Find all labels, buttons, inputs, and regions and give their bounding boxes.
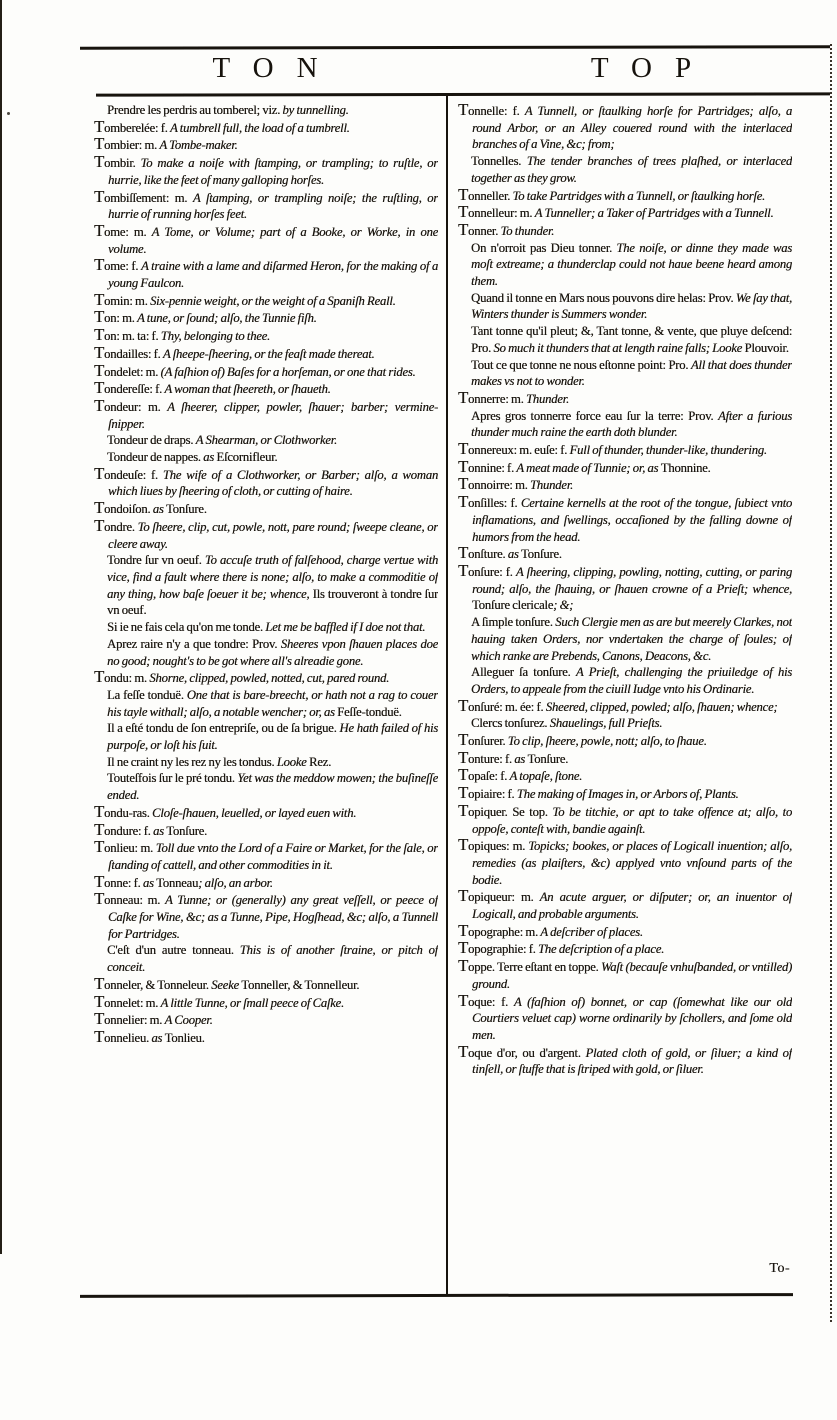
dictionary-subentry: On n'orroit pas Dieu tonner. The noiſe, or dinne they made was moſt extreame; a thunderclap could not haue beene heard among them. [471, 240, 792, 289]
dictionary-subentry: Apres gros tonnerre force eau ſur la terre: Prov. After a furious thunder much raine the earth doth blunder. [471, 408, 792, 440]
dictionary-subentry: La feſſe tonduë. One that is bare-breecht, or hath not a rag to couer his tayle withall; alſo, a notable wencher; or, as Feſſe-tonduë. [107, 687, 438, 719]
dictionary-subentry: Tant tonne qu'il pleut; &, Tant tonne, & vente, que pluye deſcend: Pro. So much it thunders that at length raine falls; Looke Plouvoir. [471, 324, 792, 355]
dictionary-entry: Tonnerre: m. Thunder. [458, 387, 569, 407]
bottom-rule [80, 1293, 793, 1298]
dictionary-entry: Topiqueur: m. An acute arguer, or diſputer; or, an inuentor of Logicall, and probable arguments. [458, 886, 792, 922]
dictionary-subentry: Touteſfois ſur le pré tondu. Yet was the meddow mowen; the buſineſſe ended. [107, 771, 438, 803]
dictionary-subentry: Alleguer ſa tonſure. A Prieſt, challenging the priuiledge of his Orders, to appeale from the ciuill Iudge vnto his Ordinarie. [471, 665, 792, 696]
dictionary-entry: Tomberelée: f. A tumbrell full, the load of a tumbrell. [94, 116, 350, 136]
dictionary-entry: Topographie: f. The deſcription of a place. [458, 938, 665, 958]
top-rule [80, 45, 830, 50]
dictionary-subentry: Tondre ſur vn oeuf. To accuſe truth of falſehood, charge vertue with vice, find a fault where there is none; alſo, to make a commoditie of any thing, how baſe ſoeuer it be; whence, Ils trouveront à tondre ſur vn oeuf. [107, 553, 438, 618]
dictionary-subentry: Tondeur de nappes. as Eſcornifleur. [107, 450, 278, 465]
dictionary-entry: Tondeur: m. A ſheerer, clipper, powler, ſhauer; barber; vermine-ſnipper. [94, 395, 438, 431]
dictionary-entry: Tondelet: m. (A faſhion of) Baſes for a horſeman, or one that rides. [94, 360, 416, 380]
dictionary-entry: Topaſe: f. A topaſe, ſtone. [458, 765, 583, 785]
dictionary-entry: Tonſuré: m. ée: f. Sheered, clipped, powled; alſo, ſhauen; whence; [458, 695, 778, 715]
dictionary-entry: Tonnelle: f. A Tunnell, or ſtaulking horſe for Partridges; alſo, a round Arbor, or an Alley couered round with the interlaced branches of a Vine, &c; from; [458, 102, 792, 152]
right-border-line [830, 44, 832, 1322]
dictionary-subentry: Si ie ne fais cela qu'on me tonde. Let me be baffled if I doe not that. [107, 620, 426, 635]
dictionary-entry: Tome: m. A Tome, or Volume; part of a Booke, or Worke, in one volume. [94, 220, 438, 256]
dictionary-subentry: Tondeur de draps. A Shearman, or Clothworker. [107, 433, 337, 448]
dictionary-entry: Tonſure: f. A ſheering, clipping, powling, notting, cutting, or paring round; alſo, the ſhauing, or ſhauen crowne of a Prieſt; whence, Tonſure clericale; &; [458, 560, 792, 613]
dictionary-entry: Tomin: m. Six-pennie weight, or the weight of a Spaniſh Reall. [94, 289, 396, 309]
dictionary-subentry: C'eſt d'un autre tonneau. This is of another ſtraine, or pitch of conceit. [107, 943, 438, 975]
dictionary-entry: Ton: m. A tune, or ſound; alſo, the Tunnie fiſh. [94, 307, 317, 327]
dictionary-entry: Tonne: f. as Tonneau; alſo, an arbor. [94, 871, 273, 891]
dictionary-subentry: Il a eſté tondu de ſon entrepriſe, ou de ſa brigue. He hath failed of his purpoſe, or loſt his ſuit. [107, 721, 438, 753]
dictionary-entry: Tondereſſe: f. A woman that ſheereth, or ſhaueth. [94, 378, 331, 398]
dictionary-entry: Tonſurer. To clip, ſheere, powle, nott; alſo, to ſhaue. [458, 730, 707, 750]
dictionary-entry: Tombier: m. A Tombe-maker. [94, 134, 238, 154]
dictionary-entry: Tondoiſon. as Tonſure. [94, 498, 207, 518]
dictionary-subentry: A ſimple tonſure. Such Clergie men as are but meerely Clarkes, not hauing taken Orders, nor vndertaken the charge of ſoules; of which ranke are Prebends, Canons, Deacons, &c. [471, 615, 792, 663]
dictionary-entry: Tondu: m. Shorne, clipped, powled, notted, cut, pared round. [94, 667, 390, 687]
dictionary-entry: Tonneler, & Tonneleur. Seeke Tonneller, & Tonnelleur. [94, 973, 360, 993]
dictionary-entry: Tome: f. A traine with a lame and diſarmed Heron, for the making of a young Faulcon. [94, 255, 438, 291]
header-rule [96, 92, 830, 96]
dictionary-entry: Tonneller. To take Partridges with a Tunnell, or ſtaulking horſe. [458, 184, 766, 204]
column-divider-rule [446, 96, 448, 1294]
dictionary-entry: Toque d'or, ou d'argent. Plated cloth of gold, or ſiluer; a kind of tinſell, or ſtuffe that is ſtriped with gold, or ſiluer. [458, 1041, 792, 1077]
dictionary-entry: Tonnelier: m. A Cooper. [94, 1009, 213, 1029]
dictionary-entry: Tondre. To ſheere, clip, cut, powle, nott, pare round; ſweepe cleane, or cleere away. [94, 515, 438, 551]
right-column [458, 102, 792, 1292]
catchword: To- [769, 1261, 790, 1276]
dictionary-subentry: Tout ce que tonne ne nous eſtonne point: Pro. All that does thunder makes vs not to wonder. [471, 357, 792, 389]
dictionary-entry: Topiquer. Se top. To be titchie, or apt to take offence at; alſo, to oppoſe, conteſt with, bandie againſt. [458, 800, 792, 836]
dictionary-entry: Tonner. To thunder. [458, 219, 555, 239]
running-head-left: TON [212, 52, 341, 84]
dictionary-entry: Tonture: f. as Tonſure. [458, 747, 569, 767]
dictionary-entry: Tonſilles: f. Certaine kernells at the root of the tongue, ſubiect vnto inflamations, and ſwellings, occaſioned by the falling downe of humors from the head. [458, 492, 792, 544]
dictionary-entry: Tonnine: f. A meat made of Tunnie; or, as Thonnine. [458, 456, 711, 476]
running-head-right: TOP [590, 52, 715, 84]
dictionary-entry: Tombiſſement: m. A ſtamping, or trampling noiſe; the ruſtling, or hurrie of running horſes feet. [94, 186, 438, 222]
dictionary-entry: Tonnelleur: m. A Tunneller; a Taker of Partridges with a Tunnell. [458, 202, 774, 222]
dictionary-entry: Tondeuſe: f. The wife of a Clothworker, or Barber; alſo, a woman which liues by ſheering of cloth, or cutting of haire. [94, 463, 438, 499]
dictionary-entry: Tondure: f. as Tonſure. [94, 819, 207, 839]
dictionary-subentry: Tonnelles. The tender branches of trees plaſhed, or interlaced together as they grow. [471, 154, 792, 185]
dictionary-entry: Tonnelieu. as Tonlieu. [94, 1026, 205, 1046]
dictionary-entry: Tonſture. as Tonſure. [458, 543, 562, 563]
dictionary-subentry: Aprez raire n'y a que tondre: Prov. Sheeres vpon ſhauen places doe no good; nought's to be got where all's alreadie gone. [107, 636, 438, 668]
dictionary-subentry: Clercs tonſurez. Shauelings, full Prieſts. [471, 716, 663, 731]
dictionary-entry: Tonnelet: m. A little Tunne, or ſmall peece of Caſke. [94, 991, 344, 1011]
dictionary-entry: Tondailles: f. A ſheepe-ſheering, or the feaſt made thereat. [94, 342, 375, 362]
dictionary-entry: Toppe. Terre eſtant en toppe. Waſt (becauſe vnhuſbanded, or vntilled) ground. [458, 956, 792, 991]
dictionary-entry: Topiaire: f. The making of Images in, or Arbors of, Plants. [458, 783, 739, 803]
dictionary-entry: Tonnoirre: m. Thunder. [458, 474, 573, 494]
dictionary-subentry: Prendre les perdris au tomberel; viz. by tunnelling. [107, 103, 349, 117]
dictionary-entry: Tombir. To make a noiſe with ſtamping, or trampling; to ruſtle, or hurrie, like the feet of many galloping horſes. [94, 152, 438, 187]
dictionary-entry: Tondu-ras. Cloſe-ſhauen, leuelled, or layed euen with. [94, 801, 357, 821]
dictionary-entry: Tonlieu: m. Toll due vnto the Lord of a Faire or Market, for the ſale, or ſtanding of cattell, and other commodities in it. [94, 837, 438, 872]
dictionary-subentry: Quand il tonne en Mars nous pouvons dire helas: Prov. We ſay that, Winters thunder is Summers wonder. [471, 290, 792, 322]
dictionary-subentry: Il ne craint ny les rez ny les tondus. Looke Rez. [107, 754, 332, 769]
dictionary-entry: Toque: f. A (faſhion of) bonnet, or cap (ſomewhat like our old Courtiers veluet cap) worne ordinarily by ſchollers, and ſome old men. [458, 990, 792, 1042]
dictionary-entry: Topiques: m. Topicks; bookes, or places of Logicall inuention; alſo, remedies (as plaiſters, &c) applyed vnto vnſound parts of the bodie. [458, 835, 792, 887]
dictionary-entry: Ton: m. ta: f. Thy, belonging to thee. [94, 325, 270, 345]
left-border-line [0, 0, 2, 1254]
dictionary-entry: Topographe: m. A deſcriber of places. [458, 920, 643, 940]
dictionary-entry: Tonnereux: m. euſe: f. Full of thunder, thunder-like, thundering. [458, 439, 767, 459]
left-column [94, 102, 438, 1292]
scan-speck [7, 112, 10, 115]
dictionary-entry: Tonneau: m. A Tunne; or (generally) any great veſſell, or peece of Caſke for Wine, &c; as a Tunne, Pipe, Hogſhead, &c; alſo, a Tunnell for Partridges. [94, 889, 438, 941]
